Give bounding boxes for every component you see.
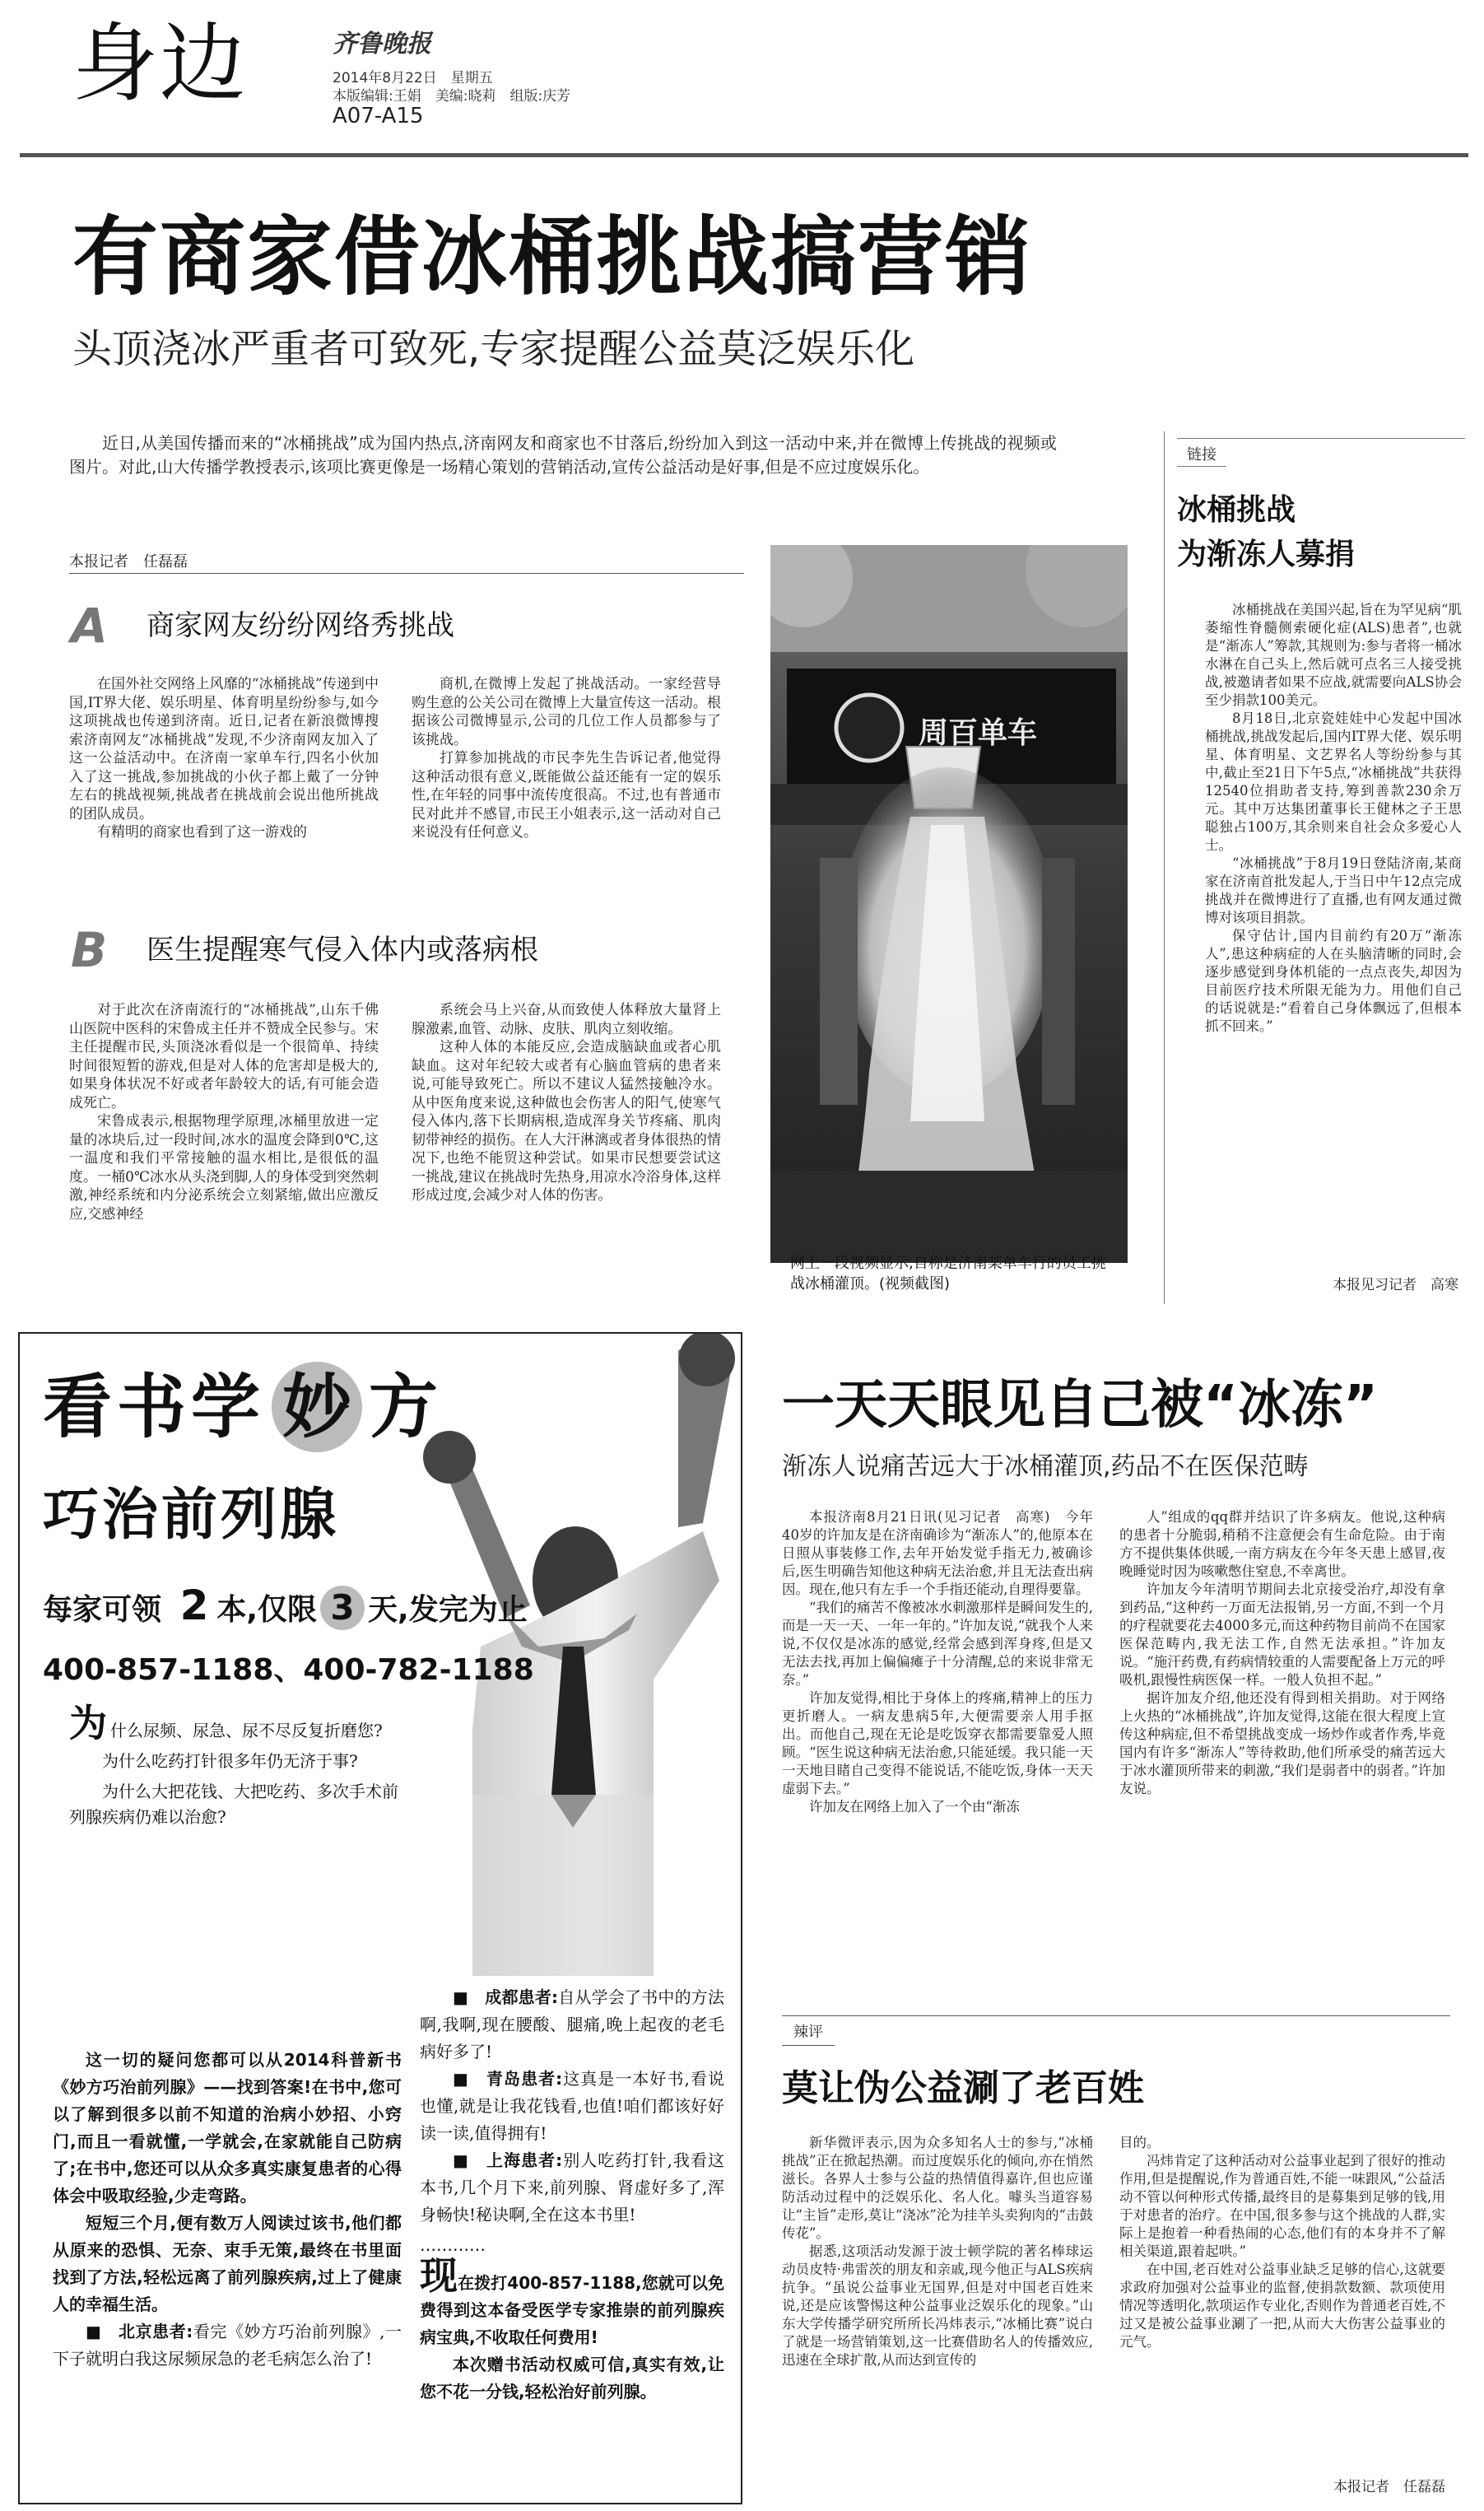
editor-credits: 本版编辑:王娟 美编:晓莉 组版:庆芳 [333, 88, 571, 105]
ad-question-1 [69, 1701, 407, 1745]
paragraph: 本报济南8月21日讯(见习记者 高寒) 今年40岁的许加友是在济南确诊为“渐冻人”的,他原本在日照从事装修工作,去年开始发觉手指无力,被确诊后,医生明确告知他这种病无法治愈,并且无法查出病因。现在,他只有左手一个手指还能动,自理得要靠。 [782, 1509, 1093, 1597]
lead-intro-text: 近日,从美国传播而来的“冰桶挑战”成为国内热点,济南网友和商家也不甘落后,纷纷加入到这一活动中来,并在微博上传挑战的视频或图片。对此,山大传播学教授表示,该项比赛更像是一场精心策划的营销活动,宣传公益活动是好事,但是不应过度娱乐化。 [69, 433, 1057, 477]
paragraph: 有精明的商家也看到了这一游戏的 [97, 824, 307, 841]
paragraph: 保守估计,国内目前约有20万“渐冻人”,患这种病症的人在头脑清晰的同时,会逐步感觉到身体机能的一点点丧失,却因为目前医疗技术所限无能为力。用他们自己的话说就是:“看着自己身体飘远了,但根本抓不回来。” [1205, 928, 1462, 1034]
ad-body-2: 短短三个月,便有数万人阅读过该书,他们都从原来的恐惧、无奈、束手无策,最终在书里面找到了方法,轻松远离了前列腺疾病,过上了健康人的幸福生活。 [53, 2213, 402, 2314]
storefront-sign: 周百单车 [919, 716, 1038, 750]
comment-headline: 莫让伪公益涮了老百姓 [782, 2067, 1144, 2109]
ad-left-body [53, 2047, 402, 2373]
ad-testimonial-qingdao-name: ■ 青岛患者: [453, 2069, 563, 2089]
issue-date: 2014年8月22日 星期五 [333, 70, 493, 86]
ad-testimonial-qingdao-text: 这真是一本好书,看说也懂,就是让我花钱看,也值!咱们都该好好读一读,值得拥有! [420, 2069, 724, 2143]
section-b-col2 [412, 1001, 721, 1205]
ad-guarantee: 本次赠书活动权威可信,真实有效,让您不花一分钱,轻松治好前列腺。 [420, 2355, 724, 2402]
page-range: A07-A15 [333, 104, 424, 128]
masthead-rule [20, 153, 1468, 157]
photo-illustration [770, 545, 1128, 1263]
section-a-letter: A [71, 598, 108, 654]
paragraph: 冯炜肯定了这种活动对公益事业起到了很好的推动作用,但是提醒说,作为普通百姓,不能一味跟风,“公益活动不管以何种形式传播,最终目的是募集到足够的钱,用于对患者的治疗。在中国,很多参与这个挑战的人群,实际上是抱着一种看热闹的心态,他们有的本身并不了解相关渠道,跟着起哄。” [1119, 2153, 1445, 2259]
ad-headline-highlight: 妙 [272, 1362, 362, 1452]
ad-testimonial-shanghai-name: ■ 上海患者: [453, 2150, 563, 2170]
ad-questions [69, 1701, 407, 1830]
paragraph: 许加友在网络上加入了一个由“渐冻 [809, 1799, 1020, 1815]
comment-col2 [1119, 2134, 1445, 2351]
sidebar-divider [1164, 431, 1165, 1304]
section-a-col1 [69, 675, 379, 842]
ad-box [18, 1332, 742, 2504]
comment-col1 [782, 2134, 1093, 2369]
paragraph: “我们的痛苦不像被冰水刺激那样是瞬间发生的,而是一天一天、一年一年的。”许加友说,“就我个人来说,不仅仅是冰冻的感觉,经常会感到浑身疼,但是又无法去找,再加上偏偏瘫子十分清醒,总的来说非常无奈。” [782, 1600, 1093, 1688]
paragraph: 据悉,这项活动发源于波士顿学院的著名棒球运动员皮特·弗雷茨的朋友和亲戚,现今他正与ALS疾病抗争。“虽说公益事业无国界,但是对中国老百姓来说,还是应该警惕这种公益事业泛娱乐化的现象。”山东大学传播学研究所所长冯炜表示,“冰桶比赛”说白了就是一场营销策划,这一比赛借助名人的传播效应,迅速在全球扩散,从而达到宣传的 [782, 2243, 1093, 2368]
comment-byline: 本报记者 任磊磊 [1333, 2479, 1445, 2495]
paragraph: 冰桶挑战在美国兴起,旨在为罕见病“肌萎缩性脊髓侧索硬化症(ALS)患者”,也就是“渐冻人”筹款,其规则为:参与者将一桶冰水淋在自己头上,然后就可点名三人接受挑战,被邀请者如果不应战,就需要向ALS协会至少捐款100美元。 [1205, 602, 1462, 708]
section-b-title: 医生提醒寒气侵入体内或落病根 [147, 934, 538, 967]
ad-call-to-action [420, 2253, 725, 2351]
ad-offer-number-books: 2 [179, 1582, 209, 1629]
ad-call-initial: 现 [420, 2253, 458, 2298]
ad-call-text: 在拨打400-857-1188,您就可以免费得到这本备受医学专家推崇的前列腺疾病宝典,不收取任何费用! [420, 2273, 725, 2347]
paragraph: 对于此次在济南流行的“冰桶挑战”,山东千佛山医院中医科的宋鲁成主任并不赞成全民参与。宋主任提醒市民,头顶浇冰看似是一个很简单、持续时间很短暂的游戏,但是对人体的危害却是极大的,如果身体状况不好或者年龄较大的话,有可能会造成死亡。 [69, 1002, 379, 1111]
story2-col2 [1119, 1508, 1445, 1798]
paragraph: 据许加友介绍,他还没有得到相关捐助。对于网络上火热的“冰桶挑战”,许加友觉得,这能在很大程度上宣传这种病症,但不希望挑战变成一场炒作或者作秀,毕竟国内有许多“渐冻人”等待救助,他们所承受的痛苦远大于冰水灌顶所带来的刺激,“我们是弱者中的弱者。”许加友说。 [1119, 1690, 1445, 1796]
ad-headline-part-1: 看书学 [43, 1367, 266, 1447]
ad-question-3: 为什么大把花钱、大把吃药、多次手术前列腺疾病仍难以治愈? [69, 1782, 398, 1827]
paragraph: 在国外社交网络上风靡的“冰桶挑战”传递到中国,IT界大佬、娱乐明星、体育明星纷纷参与,如今这项挑战也传递到济南。近日,记者在新浪微博搜索济南网友“冰桶挑战”发现,不少济南网友加入了这一公益活动中。在济南一家单车行,四名小伙加入了这一挑战,参加挑战的小伙子都上戴了一分钟左右的挑战视频,挑战者在挑战前会说出他所挑战的团队成员。 [69, 676, 379, 822]
paragraph: 新华微评表示,因为众多知名人士的参与,“冰桶挑战”正在掀起热潮。而过度娱乐化的倾向,亦在悄然滋长。各界人士参与公益的热情值得嘉许,但也应谨防活动过程中的泛娱乐化、名人化。噱头当道容易让“主旨”走形,莫让“浇冰”沦为挂羊头卖狗肉的“击鼓传花”。 [782, 2135, 1093, 2241]
ad-testimonial-chengdu-name: ■ 成都患者: [453, 1987, 559, 2007]
paragraph: 人”组成的qq群并结识了许多病友。他说,这种病的患者十分脆弱,稍稍不注意便会有生命危险。由于南方不提供集体供暖,一南方病友在今年冬天患上感冒,夜晚睡觉时因为咳嗽憋住窒息,不幸离世。 [1119, 1509, 1445, 1579]
section-b-col1 [69, 1001, 379, 1223]
ad-question-initial: 为 [69, 1701, 107, 1745]
comment-top-rule [782, 2015, 1450, 2016]
ad-body-1: 这一切的疑问您都可以从2014科普新书《妙方巧治前列腺》——找到答案!在书中,您可以了解到很多以前不知道的治病小妙招、小窍门,而且一看就懂,一学就会,在家就能自己防病了;在书中,您还可以从众多真实康复患者的心得体会中吸取经验,少走弯路。 [53, 2050, 402, 2206]
newspaper-logo: 齐鲁晚报 [333, 30, 431, 58]
ad-testimonial-qingdao [420, 2066, 724, 2147]
paragraph: 这种人体的本能反应,会造成脑缺血或者心肌缺血。这对年纪较大或者有心脑血管病的患者来说,可能导致死亡。所以不建议人猛然接触冷水。从中医角度来说,这种做也会伤害人的阳气,使寒气侵入体内,落下长期病根,造成浑身关节疼痛、肌肉韧带神经的损伤。在人大汗淋漓或者身体很热的情况下,也绝不能贸这种尝试。如果市民想要尝试这一挑战,建议在挑战时先热身,用凉水冷浴身体,这样形成过度,会减少对人体的伤害。 [412, 1039, 721, 1204]
sidebar-tag: 链接 [1177, 441, 1226, 467]
lead-headline: 有商家借冰桶挑战搞营销 [72, 207, 1033, 307]
ad-testimonial-beijing-name: ■ 北京患者: [86, 2322, 193, 2341]
sidebar-title-2: 为渐冻人募捐 [1177, 538, 1356, 571]
ad-phone-numbers: 400-857-1188、400-782-1188 [43, 1653, 534, 1687]
story2-headline: 一天天眼见自己被“冰冻” [782, 1375, 1379, 1436]
lead-byline: 本报记者 任磊磊 [69, 553, 188, 571]
ad-headline [43, 1362, 438, 1452]
sidebar-body [1205, 601, 1462, 1036]
comment-tag: 辣评 [782, 2017, 835, 2046]
ad-testimonial-beijing [53, 2318, 402, 2373]
ad-testimonial-beijing-text: 看完《妙方巧治前列腺》,一下子就明白我这尿频尿急的老毛病怎么治了! [53, 2322, 402, 2369]
ad-offer-text-2: 本,仅限 [216, 1593, 318, 1627]
byline-rule [69, 573, 744, 574]
paragraph: 8月18日,北京瓷娃娃中心发起中国冰桶挑战,挑战发起后,国内IT界大佬、娱乐明星、体育明星、文艺界名人等纷纷参与其中,截止至21日下午5点,“冰桶挑战”共获得12540位捐助者支持,筹到善款230余万元。其中万达集团董事长王健林之子王思聪独占100万,其余则来自社会众多爱心人士。 [1205, 710, 1462, 853]
ad-question-2: 为什么吃药打针很多年仍无济于事? [102, 1751, 358, 1771]
ad-offer-text-1: 每家可领 [43, 1593, 162, 1627]
lead-intro [69, 431, 1057, 479]
section-title: 身边 [72, 13, 248, 114]
section-b-letter: B [71, 922, 108, 978]
ad-right-body [420, 1984, 724, 2406]
lead-subhead: 头顶浇冰严重者可致死,专家提醒公益莫泛娱乐化 [72, 326, 915, 372]
ad-divider-dots: ………… [420, 2235, 486, 2255]
ad-offer-text-3: 天,发完为止 [368, 1593, 528, 1627]
paragraph: 系统会马上兴奋,从而致使人体释放大量肾上腺激素,血管、动脉、皮肤、肌肉立刻收缩。 [412, 1002, 721, 1037]
ad-testimonial-shanghai [420, 2147, 724, 2229]
paragraph: 打算参加挑战的市民李先生告诉记者,他觉得这种活动很有意义,既能做公益还能有一定的娱乐性,在年轻的同事中流传度很高。不过,也有普通市民对此并不感冒,市民王小姐表示,这一活动对自己来说没有任何意义。 [412, 750, 721, 841]
sidebar-byline: 本报见习记者 高寒 [1333, 1277, 1458, 1293]
story2-subhead: 渐冻人说痛苦远大于冰桶灌顶,药品不在医保范畴 [782, 1452, 1309, 1481]
paragraph: 在中国,老百姓对公益事业缺乏足够的信心,这就要求政府加强对公益事业的监督,使捐款数额、款项使用情况等透明化,款项运作专业化,否则作为普通老百姓,不过又是被公益事业涮了一把,从而大大伤害公益事业的元气。 [1119, 2262, 1445, 2350]
ad-subheadline: 巧治前列腺 [43, 1483, 340, 1548]
section-a-col2 [412, 675, 721, 842]
story2-col1 [782, 1508, 1093, 1816]
sidebar-title-1: 冰桶挑战 [1177, 493, 1296, 527]
ad-headline-part-3: 方 [369, 1367, 439, 1447]
paragraph: 目的。 [1119, 2135, 1161, 2150]
paragraph: “冰桶挑战”于8月19日登陆济南,某商家在济南首批发起人,于当日中午12点完成挑战并在微博进行了直播,也有网友通过微博对该项目捐款。 [1205, 855, 1462, 925]
ad-question-1-text: 什么尿频、尿急、尿不尽反复折磨您? [110, 1721, 383, 1740]
ad-offer [43, 1581, 528, 1635]
paragraph: 许加友觉得,相比于身体上的疼痛,精神上的压力更折磨人。一病友患病5年,大便需要亲人用手抠出。而他自己,现在无论是吃饭穿衣都需要靠爱人照顾。“医生说这种病无法治愈,只能延缓。我只能一天一天地目睹自己变得不能说话,不能吃饭,身体一天天虚弱下去。” [782, 1690, 1093, 1796]
ad-offer-number-days: 3 [320, 1586, 365, 1630]
paragraph: 许加友今年清明节期间去北京接受治疗,却没有拿到药品,“这种药一万面无法报销,另一方面,不到一个月的疗程就要花去4000多元,而这种药物目前尚不在国家医保范畴内,我无法工作,自然无法承担。”许加友说。“施汗药费,有药病情较重的人需要配备上万元的呼吸机,跟慢性病医保一样。一般人负担不起。” [1119, 1582, 1445, 1688]
photo-caption: 网上一段视频显示,自称是济南某单车行的员工挑战冰桶灌顶。(视频截图) [790, 1255, 1106, 1293]
section-a-title: 商家网友纷纷网络秀挑战 [147, 609, 454, 642]
paragraph: 宋鲁成表示,根据物理学原理,冰桶里放进一定量的冰块后,过一段时间,冰水的温度会降到0℃,这一温度和我们平常接触的温水相比,是很低的温度。一桶0℃冰水从头浇到脚,人的身体受到突然刺激,神经系统和内分泌系统会立刻紧缩,做出应激反应,交感神经 [69, 1113, 379, 1223]
ad-testimonial-chengdu [420, 1984, 724, 2066]
ad-testimonial-chengdu-text: 自从学会了书中的方法啊,我啊,现在腰酸、腿痛,晚上起夜的老毛病好多了! [420, 1987, 724, 2061]
ice-bucket-photo [770, 545, 1128, 1263]
ad-testimonial-shanghai-text: 别人吃药打针,我看这本书,几个月下来,前列腺、肾虚好多了,浑身畅快!秘诀啊,全在这本书里! [420, 2150, 724, 2224]
sidebar-top-rule [1177, 438, 1465, 439]
paragraph: 商机,在微博上发起了挑战活动。一家经营导购生意的公关公司在微博上大量宣传这一活动。根据该公司微博显示,公司的几位工作人员都参与了该挑战。 [412, 676, 721, 748]
